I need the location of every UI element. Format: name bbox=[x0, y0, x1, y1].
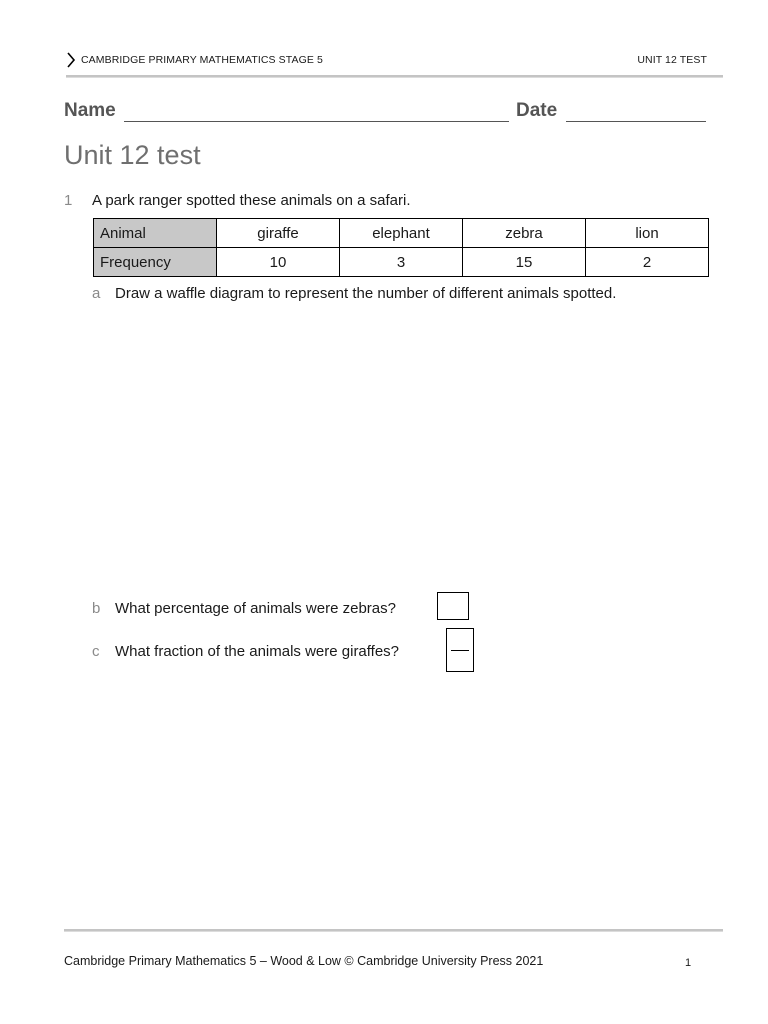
part-label: b bbox=[92, 600, 101, 617]
part-text: Draw a waffle diagram to represent the number of different animals spotted. bbox=[115, 285, 617, 302]
fraction-bar bbox=[451, 650, 469, 651]
header-divider bbox=[66, 75, 723, 78]
percentage-answer-box[interactable] bbox=[437, 592, 469, 620]
page-title: Unit 12 test bbox=[64, 140, 201, 170]
table-row bbox=[94, 248, 709, 277]
fraction-answer-box[interactable] bbox=[446, 628, 474, 672]
page-number: 1 bbox=[685, 957, 692, 969]
footer-copyright: Cambridge Primary Mathematics 5 – Wood & Low © Cambridge University Press 2021 bbox=[64, 954, 544, 968]
page-header bbox=[66, 52, 707, 70]
chevron-right-icon bbox=[66, 52, 76, 68]
part-label: c bbox=[92, 643, 100, 660]
name-label: Name bbox=[64, 100, 116, 121]
name-date-row bbox=[64, 100, 706, 126]
animal-frequency-table bbox=[93, 218, 709, 277]
question-text: A park ranger spotted these animals on a safari. bbox=[92, 192, 411, 209]
series-title: CAMBRIDGE PRIMARY MATHEMATICS STAGE 5 bbox=[81, 54, 323, 66]
part-text: What percentage of animals were zebras? bbox=[115, 600, 396, 617]
table-cell: 15 bbox=[463, 248, 586, 277]
unit-label: UNIT 12 TEST bbox=[637, 54, 707, 66]
table-cell: giraffe bbox=[217, 219, 340, 248]
date-field-line[interactable] bbox=[566, 121, 706, 122]
name-field-line[interactable] bbox=[124, 121, 509, 122]
table-cell: elephant bbox=[340, 219, 463, 248]
row-header-animal: Animal bbox=[94, 219, 217, 248]
question-number: 1 bbox=[64, 192, 73, 209]
part-text: What fraction of the animals were giraffes? bbox=[115, 643, 400, 660]
table-cell: zebra bbox=[463, 219, 586, 248]
table-cell: lion bbox=[586, 219, 709, 248]
footer-divider bbox=[64, 929, 723, 932]
date-label: Date bbox=[516, 100, 558, 121]
table-cell: 2 bbox=[586, 248, 709, 277]
table-cell: 10 bbox=[217, 248, 340, 277]
part-label: a bbox=[92, 285, 101, 302]
table-cell: 3 bbox=[340, 248, 463, 277]
table-row bbox=[94, 219, 709, 248]
row-header-frequency: Frequency bbox=[94, 248, 217, 277]
